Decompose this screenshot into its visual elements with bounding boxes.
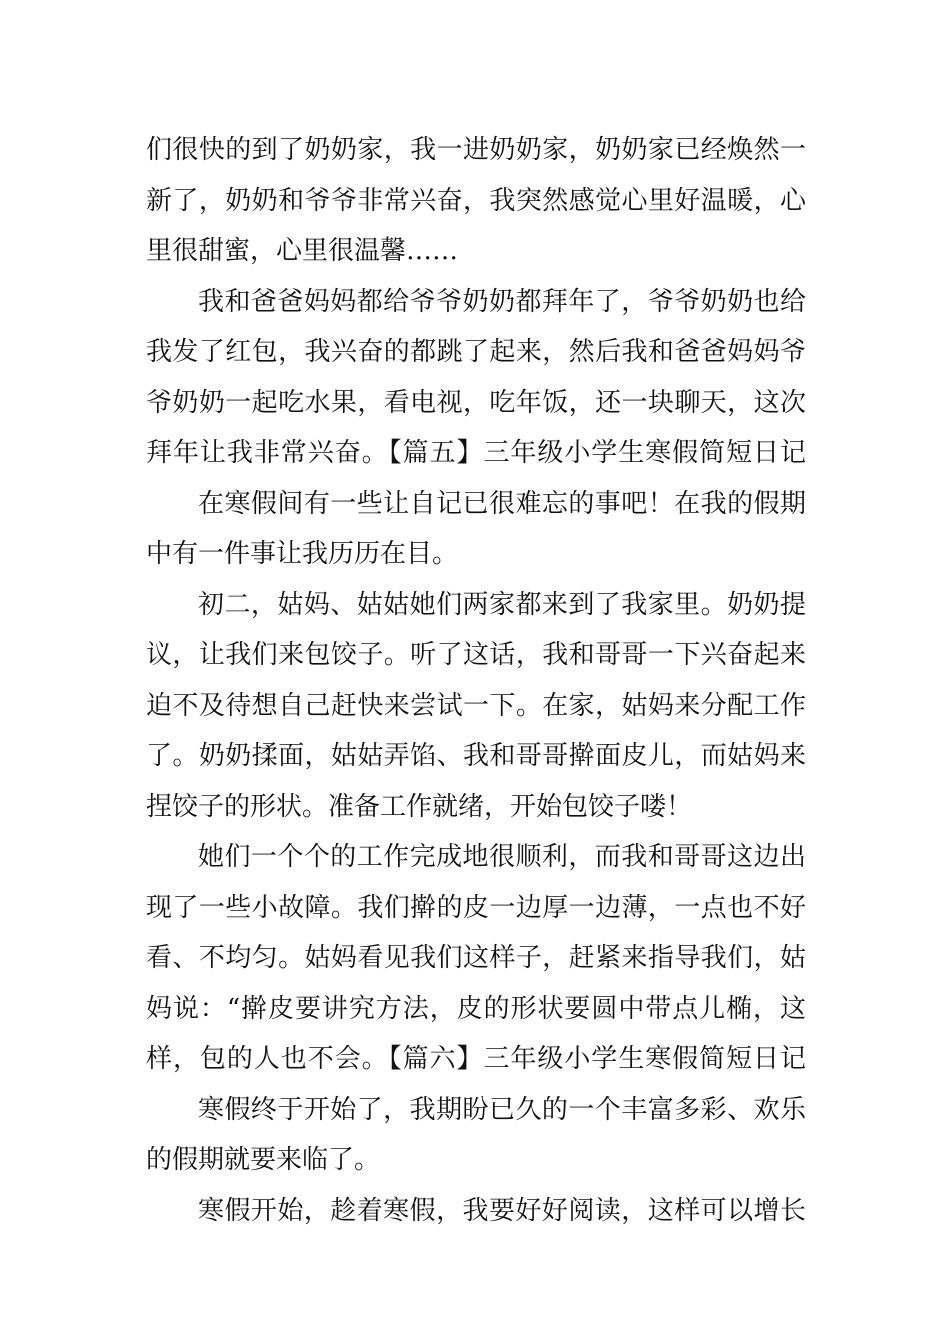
text-line: 捏饺子的形状。准备工作就绪，开始包饺子喽！	[146, 791, 693, 822]
text-line: 中有一件事让我历历在目。	[146, 539, 459, 569]
text-line: 在寒假间有一些让自记已很难忘的事吧！在我的假期	[198, 488, 806, 519]
text-line: 拜年让我非常兴奋。【篇五】三年级小学生寒假简短日记	[146, 438, 806, 468]
text-line: 寒假开始，趁着寒假，我要好好阅读，这样可以增长	[198, 1195, 806, 1226]
text-line: 爷奶奶一起吃水果，看电视，吃年饭，还一块聊天，这次	[146, 387, 806, 418]
text-line: 议，让我们来包饺子。听了这话，我和哥哥一下兴奋起来	[146, 640, 806, 670]
text-line: 们很快的到了奶奶家，我一进奶奶家，奶奶家已经焕然一	[146, 135, 806, 165]
text-line: 新了，奶奶和爷爷非常兴奋，我突然感觉心里好温暖，心	[146, 185, 806, 216]
text-line: 寒假终于开始了，我期盼已久的一个丰富多彩、欢乐	[198, 1094, 806, 1125]
text-line: 我和爸爸妈妈都给爷爷奶奶都拜年了，爷爷奶奶也给	[198, 286, 806, 317]
text-line: 样，包的人也不会。【篇六】三年级小学生寒假简短日记	[146, 1044, 806, 1074]
text-line: 了。奶奶揉面，姑姑弄馅、我和哥哥擀面皮儿，而姑妈来	[146, 741, 806, 771]
text-line: 我发了红包，我兴奋的都跳了起来，然后我和爸爸妈妈爷	[146, 337, 806, 367]
text-line: 的假期就要来临了。	[146, 1145, 381, 1175]
text-line: 现了一些小故障。我们擀的皮一边厚一边薄，一点也不好	[146, 892, 806, 923]
text-line: 妈说：“擀皮要讲究方法，皮的形状要圆中带点儿椭，这	[146, 993, 806, 1024]
text-line: 迫不及待想自己赶快来尝试一下。在家，姑妈来分配工作	[146, 690, 806, 721]
text-line: 里很甜蜜，心里很温馨……	[146, 236, 459, 266]
text-line: 她们一个个的工作完成地很顺利，而我和哥哥这边出	[198, 842, 806, 872]
text-line: 看、不均匀。姑妈看见我们这样子，赶紧来指导我们，姑	[146, 943, 806, 973]
document-body	[146, 125, 806, 1236]
text-line: 初二，姑妈、姑姑她们两家都来到了我家里。奶奶提	[198, 589, 806, 620]
